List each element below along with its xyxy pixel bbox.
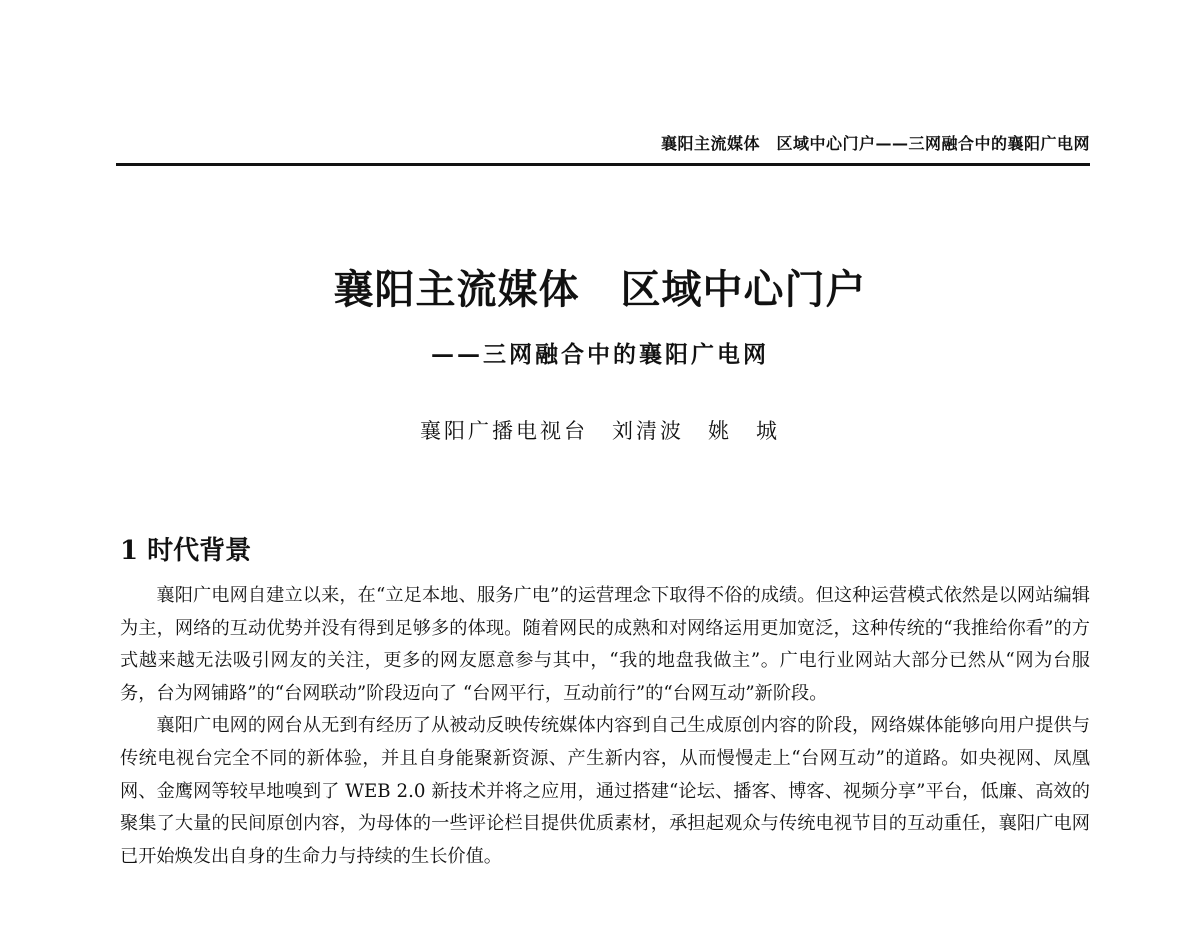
- section-body: [120, 580, 1090, 873]
- article-authors: 襄阳广播电视台 刘清波 姚 城: [420, 419, 780, 443]
- header-rule: [116, 163, 1090, 166]
- article-title: 襄阳主流媒体 区域中心门户: [333, 266, 867, 313]
- article-subtitle: ——三网融合中的襄阳广电网: [431, 341, 769, 368]
- paragraph: 襄阳广电网自建立以来，在“立足本地、服务广电”的运营理念下取得不俗的成绩。但这种运营模式依然是以网站编辑为主，网络的互动优势并没有得到足够多的体现。随着网民的成熟和对网络运用更加宽泛，这种传统的“我推给你看”的方式越来越无法吸引网友的关注，更多的网友愿意参与其中，“我的地盘我做主”。广电行业网站大部分已然从“网为台服务，台为网铺路”的“台网联动”阶段迈向了 “台网平行，互动前行”的“台网互动”新阶段。: [120, 585, 1090, 704]
- running-header: 襄阳主流媒体 区域中心门户——三网融合中的襄阳广电网: [660, 134, 1090, 153]
- section-heading: 1 时代背景: [120, 536, 252, 566]
- paragraph: 襄阳广电网的网台从无到有经历了从被动反映传统媒体内容到自己生成原创内容的阶段，网络媒体能够向用户提供与传统电视台完全不同的新体验，并且自身能聚新资源、产生新内容，从而慢慢走上“台网互动”的道路。如央视网、凤凰网、金鹰网等较早地嗅到了 WEB 2.0 新技术并将之应用，通过搭建“论坛、播客、博客、视频分享”平台，低廉、高效的聚集了大量的民间原创内容，为母体的一些评论栏目提供优质素材，承担起观众与传统电视节目的互动重任，襄阳广电网已开始焕发出自身的生命力与持续的生长价值。: [120, 715, 1090, 867]
